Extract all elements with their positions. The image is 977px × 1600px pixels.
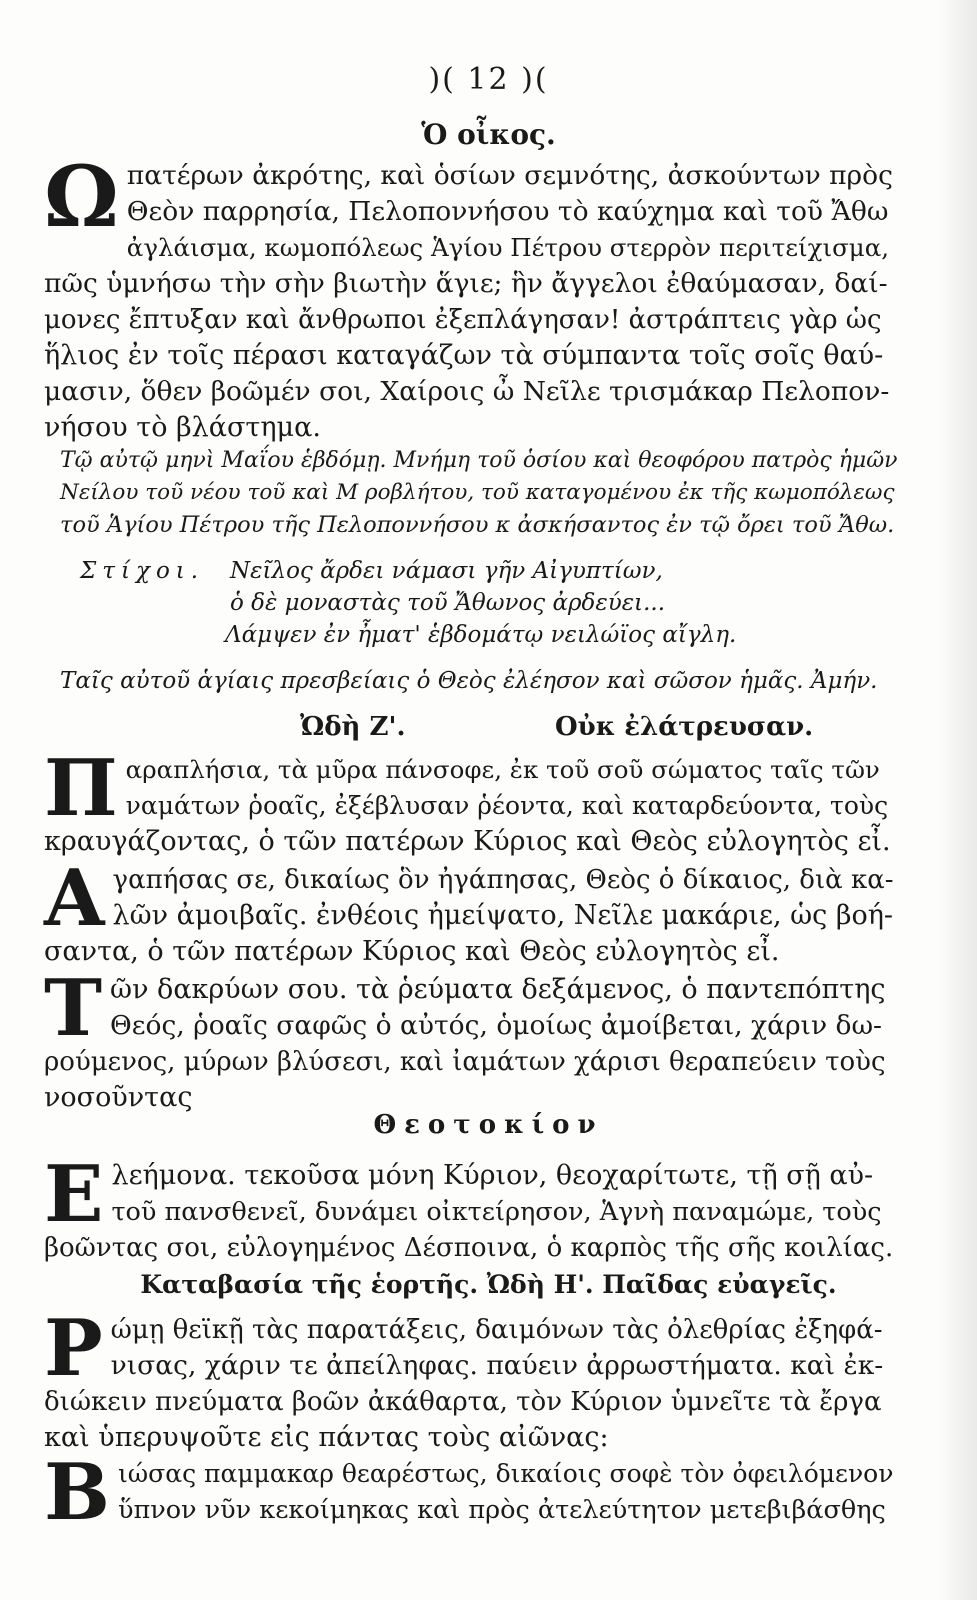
synaxarion-closing: Ταῖς αὐτοῦ ἁγίαις πρεσβείαις ὁ Θεὸς ἐλέησον καὶ σῶσον ἡμᾶς. Ἀμήν. [60,668,878,694]
stichoi [80,555,900,651]
text-line: τοῦ Ἁγίου Πέτρου τῆς Πελοποννήσου κ ἀσκήσαντος ἐν τῷ ὄρει τοῦ Ἄθω. [60,512,895,538]
ode7-heirmos: Οὐκ ἐλάτρευσαν. [555,712,814,742]
text-line: πατέρων ἀκρότης, καὶ ὁσίων σεμνότης, ἀσκούντων πρὸς [126,160,893,191]
theotokion-paragraph [44,1149,894,1266]
text-line: ώμῃ θεϊκῇ τὰς παρατάξεις, δαιμόνων τὰς ὀλεθρίας ἐξηφά- [110,1315,883,1345]
text-line: σαντα, ὁ τῶν πατέρων Κύριος καὶ Θεὸς εὐλογητὸς εἶ. [44,936,780,967]
drop-cap: Α [44,853,105,944]
drop-cap: Π [44,743,118,834]
text-line: γαπήσας σε, δικαίως ὃν ἠγάπησας, Θεὸς ὁ δίκαιος, διὰ κα- [112,865,894,895]
text-line: νισας, χάριν τε ἀπείληφας. παύειν ἀρρωστήματα. καὶ ἐκ- [110,1350,884,1381]
text-line: καὶ ὑπερυψοῦτε εἰς πάντας τοὺς αἰῶνας: [44,1422,609,1453]
text-line: Τῷ αὐτῷ μηνὶ Μαΐου ἑβδόμῃ. Μνήμη τοῦ ὁσίου καὶ θεοφόρου πατρὸς ἡμῶν [60,448,898,473]
text-line: αραπλήσια, τὰ μῦρα πάνσοφε, ἐκ τοῦ σοῦ σώματος ταῖς τῶν [125,755,880,784]
text-line: νήσου τὸ βλάστημα. [44,412,321,443]
drop-cap: Ω [44,147,119,246]
text-line: λῶν ἀμοιβαῖς. ἐνθέοις ἠμείψατο, Νεῖλε μακάριε, ὡς βοή- [112,900,894,931]
stichos-line: Λάμψεν ἐν ἦματ' ἑβδομάτῳ νειλώϊος αἴγλη. [225,622,737,648]
oikos-title: Ὁ οἶκος. [421,118,556,151]
text-line: λεήμονα. τεκοῦσα μόνη Κύριον, θεοχαρίτωτε, τῇ σῇ αὐ- [111,1160,874,1191]
drop-cap: Ρ [44,1303,103,1394]
text-line: Νείλου τοῦ νέου τοῦ καὶ Μ ροβλήτου, τοῦ καταγομένου ἐκ τῆς κωμοπόλεως [60,480,895,505]
troparion [44,963,894,1116]
text-line: πῶς ὑμνήσω τὴν σὴν βιωτὴν ἅγιε; ἣν ἄγγελοι ἐθαύμασαν, δαί- [44,268,888,299]
page-number: )( 12 )( [428,62,549,97]
synaxarion [60,445,900,541]
text-line: βοῶντας σοι, εὐλογημένος Δέσποινα, ὁ καρπὸς τῆς σῆς κοιλίας. [44,1233,894,1263]
drop-cap: Β [44,1447,110,1538]
troparion [44,743,894,860]
text-line: ἀγλάισμα, κωμοπόλεως Ἁγίου Πέτρου στερρὸν περιτείχισμα, [126,233,890,262]
ode8-title: Καταβασία τῆς ἑορτῆς. Ὠδὴ Η'. Παῖδας εὐαγεῖς. [140,1270,837,1299]
troparion [44,1303,894,1456]
text-line: νοσοῦντας [44,1082,193,1113]
oikos-paragraph [44,147,894,446]
text-line: κραυγάζοντας, ὁ τῶν πατέρων Κύριος καὶ Θεὸς εὐλογητὸς εἶ. [44,826,891,857]
text-line: ναμάτων ῥοαῖς, ἐξέβλυσαν ῥέοντα, καὶ καταρδεύοντα, τοὺς [125,791,889,820]
drop-cap: Ε [44,1149,104,1240]
text-line: ἥλιος ἐν τοῖς πέρασι καταγάζων τὰ σύμπαντα τοῖς σοῖς θαύ- [44,340,884,371]
text-line: ρούμενος, μύρων βλύσεσι, καὶ ἰαμάτων χάρισι θεραπεύειν τοὺς [44,1047,886,1077]
text-line: διώκειν πνεύματα βοῶν ἀκάθαρτα, τὸν Κύριον ὑμνεῖτε τὰ ἔργα [44,1387,882,1417]
troparion [44,853,894,970]
text-line: ιώσας παμμακαρ θεαρέστως, δικαίοις σοφὲ τὸν ὀφειλόμενον [117,1459,894,1488]
theotokion-title: Θεοτοκίον [373,1110,604,1140]
text-line: ῶν δακρύων σου. τὰ ῥεύματα δεξάμενος, ὁ παντεπόπτης [110,974,886,1005]
troparion [44,1447,894,1538]
stichos-line: Νεῖλος ἄρδει νάμασι γῆν Αἰγυπτίων, [230,558,663,584]
text-line: μασιν, ὅθεν βοῶμέν σοι, Χαίροις ὦ Νεῖλε τρισμάκαρ Πελοπον- [44,376,890,407]
text-line: Θεὸν παρρησία, Πελοποννήσου τὸ καύχημα καὶ τοῦ Ἄθω [126,196,889,227]
ode7-title: Ὠδὴ Ζ'. [300,712,406,742]
page-edge-shadow [937,0,977,1600]
stichos-line: ὁ δὲ μοναστὰς τοῦ Ἄθωνος ἀρδεύει... [230,590,666,616]
text-line: Θεός, ῥοαῖς σαφῶς ὁ αὐτός, ὁμοίως ἀμοίβεται, χάριν δω- [110,1010,883,1041]
drop-cap: Τ [44,963,103,1054]
stichoi-label: Στίχοι. [80,558,205,584]
text-line: ὕπνον νῦν κεκοίμηκας καὶ πρὸς ἀτελεύτητον μετεβιβάσθης [117,1495,886,1525]
text-line: τοῦ πανσθενεῖ, δυνάμει οἰκτείρησον, Ἁγνὴ παναμώμε, τοὺς [111,1197,882,1227]
text-line: μονες ἔπτυξαν καὶ ἄνθρωποι ἐξεπλάγησαν! ἀστράπτεις γὰρ ὡς [44,305,882,335]
